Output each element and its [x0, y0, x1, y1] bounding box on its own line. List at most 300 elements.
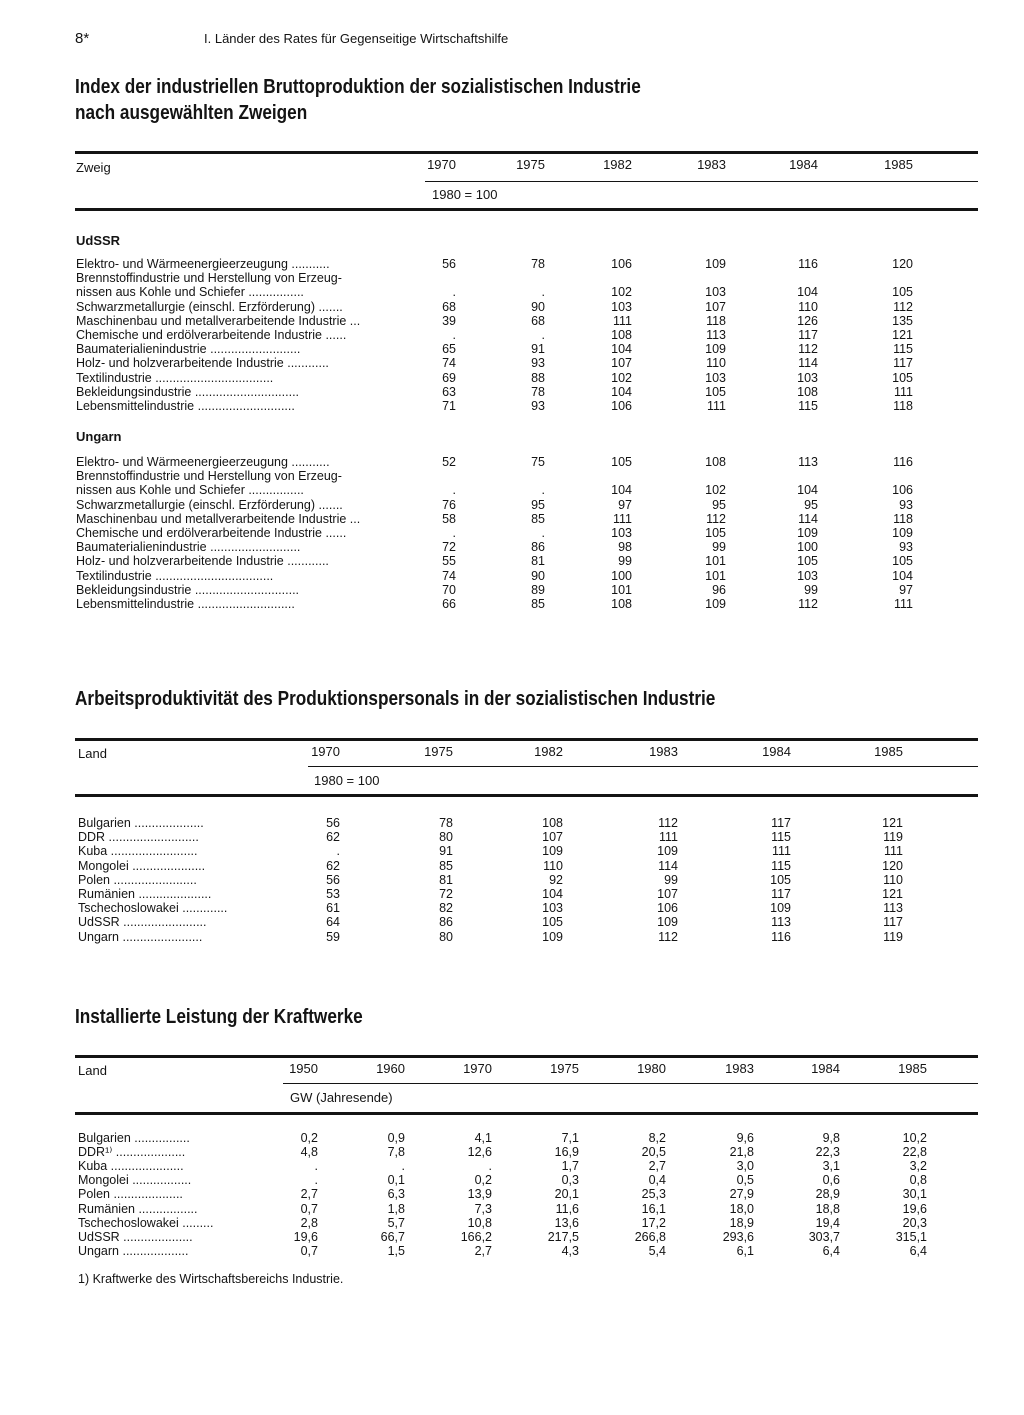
- table1-cell: 68: [442, 299, 456, 314]
- table2-cell: 81: [439, 872, 453, 887]
- table1-cell: 66: [442, 597, 456, 611]
- table3-cell: 217,5: [547, 1229, 579, 1244]
- table1-cell: 102: [611, 370, 632, 385]
- table1-column-label: Zweig: [76, 160, 111, 175]
- table1-cell: 63: [442, 384, 456, 399]
- table3-cell: 18,9: [729, 1215, 754, 1230]
- table1-cell: 58: [442, 511, 456, 526]
- table2-cell: 119: [883, 929, 903, 944]
- table1-cell: 96: [712, 582, 726, 597]
- table2-cell: 106: [657, 901, 678, 916]
- table1-row-label: Elektro- und Wärmeenergieerzeugung ...........: [76, 455, 330, 469]
- table2-year-header: 1983: [649, 744, 678, 759]
- table1-cell: 100: [611, 568, 632, 583]
- table1-cell: 93: [531, 356, 545, 371]
- table3-cell: 6,1: [736, 1243, 754, 1258]
- table3-cell: 13,9: [467, 1187, 492, 1202]
- table3-cell: 166,2: [460, 1229, 492, 1244]
- table1-cell: 88: [531, 370, 545, 385]
- table1-year-header: 1984: [789, 157, 818, 172]
- table1-cell: .: [452, 526, 456, 540]
- table2-row-label: Bulgarien ....................: [78, 816, 204, 830]
- table3-cell: 21,8: [729, 1145, 754, 1160]
- table1-cell: 95: [531, 497, 545, 512]
- table3-cell: 66,7: [380, 1229, 405, 1244]
- table3-cell: 4,3: [561, 1243, 579, 1258]
- table3-row-label: Tschechoslowakei .........: [78, 1215, 214, 1230]
- table1-row-label: Lebensmittelindustrie ............................: [76, 399, 295, 413]
- table2-cell: 112: [658, 816, 678, 830]
- table3-cell: 0,2: [474, 1173, 492, 1188]
- table3-cell: 2,8: [300, 1215, 318, 1230]
- table1-cell: 85: [531, 597, 545, 611]
- table1-cell: 105: [611, 455, 632, 469]
- table1-cell: 97: [618, 497, 632, 512]
- table2-row-label: Ungarn .......................: [78, 929, 203, 944]
- table2-cell: 56: [326, 872, 340, 887]
- table1-top-rule: [75, 151, 978, 154]
- table3-cell: 18,0: [729, 1201, 754, 1216]
- table2-cell: 80: [439, 929, 453, 944]
- table3-row-label: Rumänien .................: [78, 1201, 198, 1216]
- table1-cell: 118: [706, 313, 726, 328]
- table1-cell: 52: [442, 455, 456, 469]
- page-header: [0, 30, 1024, 52]
- table3-cell: 18,8: [815, 1201, 840, 1216]
- table3-row-label: Bulgarien ................: [78, 1131, 190, 1145]
- table1-cell: 99: [712, 540, 726, 555]
- table3-cell: 2,7: [474, 1243, 492, 1258]
- running-title: I. Länder des Rates für Gegenseitige Wirtschaftshilfe: [204, 31, 509, 46]
- table2-cell: 61: [326, 901, 340, 916]
- table2-cell: 110: [883, 872, 903, 887]
- table1-cell: 98: [618, 540, 632, 555]
- table1-cell: 109: [892, 526, 913, 540]
- table1-row-label: Schwarzmetallurgie (einschl. Erzförderung) .......: [76, 299, 343, 314]
- table3-year-header: 1970: [463, 1061, 492, 1076]
- table3-cell: 25,3: [641, 1187, 666, 1202]
- table3-cell: 0,7: [300, 1201, 318, 1216]
- table1-cell: 108: [611, 328, 632, 342]
- table3-cell: 20,3: [902, 1215, 927, 1230]
- table3-cell: 3,2: [909, 1159, 927, 1174]
- table1-row-label: Elektro- und Wärmeenergieerzeugung ...........: [76, 257, 330, 271]
- table1-cell: 74: [442, 568, 456, 583]
- table1-cell: 68: [531, 313, 545, 328]
- table2-cell: 105: [770, 872, 791, 887]
- table1-cell: 105: [797, 554, 818, 569]
- table1-cell: 55: [442, 554, 456, 569]
- table1-cell: 106: [611, 399, 632, 413]
- table3-cell: 315,1: [895, 1229, 927, 1244]
- table1-cell: 105: [892, 285, 913, 300]
- table1-cell: 117: [893, 356, 913, 371]
- table3-cell: 13,6: [554, 1215, 579, 1230]
- table3-cell: 9,6: [736, 1131, 754, 1145]
- table1-cell: 105: [892, 370, 913, 385]
- table1-cell: 86: [531, 540, 545, 555]
- table1-row-label: Bekleidungsindustrie ..............................: [76, 384, 300, 399]
- table3-year-header: 1975: [550, 1061, 579, 1076]
- table3-cell: 6,4: [909, 1243, 927, 1258]
- table1-cell: 107: [705, 299, 726, 314]
- table1-cell: 39: [442, 313, 456, 328]
- table1-cell: 89: [531, 582, 545, 597]
- table3-cell: 17,2: [641, 1215, 666, 1230]
- table2-cell: 72: [439, 887, 453, 901]
- table2-cell: 117: [883, 915, 903, 930]
- table1-cell: 103: [611, 526, 632, 540]
- table2-cell: 119: [883, 830, 903, 845]
- table1-cell: 93: [899, 540, 913, 555]
- table2-header-rule: [75, 794, 978, 797]
- table1-year-header: 1975: [516, 157, 545, 172]
- table1-header-rule: [75, 208, 978, 211]
- table2-cell: 117: [771, 816, 791, 830]
- table2-cell: 104: [542, 887, 563, 901]
- table1-year-header: 1970: [427, 157, 456, 172]
- table1-cell: 120: [892, 257, 913, 271]
- table1-title-line1: Index der industriellen Bruttoproduktion der sozialistischen Industrie: [75, 76, 641, 98]
- table1-row-label: Chemische und erdölverarbeitende Industrie ......: [76, 328, 347, 342]
- table2-cell: 108: [542, 816, 563, 830]
- table3-cell: 20,5: [641, 1145, 666, 1160]
- table3-row-label: UdSSR ....................: [78, 1229, 193, 1244]
- table1-cell: 118: [893, 511, 913, 526]
- table1-row-label: Schwarzmetallurgie (einschl. Erzförderung) .......: [76, 497, 343, 512]
- table3-cell: 6,4: [822, 1243, 840, 1258]
- table3-year-header: 1983: [725, 1061, 754, 1076]
- table3-row-label: Polen ....................: [78, 1187, 183, 1202]
- table1-section-name: Ungarn: [76, 429, 122, 444]
- table3-cell: 22,8: [902, 1145, 927, 1160]
- table1-cell: 104: [611, 342, 632, 357]
- table3-cell: 2,7: [648, 1159, 666, 1174]
- table3-cell: 7,8: [387, 1145, 405, 1160]
- table2-cell: 59: [326, 929, 340, 944]
- table3-cell: 28,9: [815, 1187, 840, 1202]
- table3-row-label: Kuba .....................: [78, 1159, 184, 1174]
- table2-base-note: 1980 = 100: [314, 773, 380, 788]
- table1-row-label: Brennstoffindustrie und Herstellung von Erzeug-: [76, 271, 342, 286]
- table1-cell: 111: [893, 384, 913, 399]
- table3-year-rule: [283, 1083, 978, 1084]
- table3-cell: 20,1: [554, 1187, 579, 1202]
- table2-cell: 120: [882, 858, 903, 873]
- table3-cell: 7,3: [474, 1201, 492, 1216]
- table1-cell: 118: [893, 399, 913, 413]
- table3-cell: 4,1: [474, 1131, 492, 1145]
- table2-cell: 99: [664, 872, 678, 887]
- table1-year-header: 1985: [884, 157, 913, 172]
- table1-cell: 108: [611, 597, 632, 611]
- table2-cell: 111: [658, 830, 678, 845]
- table2-row-label: Mongolei .....................: [78, 858, 206, 873]
- table1-cell: 108: [705, 455, 726, 469]
- table1-cell: 106: [611, 257, 632, 271]
- table2-year-rule: [308, 766, 978, 767]
- table1-cell: 103: [797, 568, 818, 583]
- table1-cell: 69: [442, 370, 456, 385]
- table2-cell: .: [336, 844, 340, 859]
- table3-cell: 12,6: [467, 1145, 492, 1160]
- table1-cell: 56: [442, 257, 456, 271]
- table2-cell: 114: [658, 858, 678, 873]
- table2-cell: 64: [326, 915, 340, 930]
- table1-cell: 104: [797, 483, 818, 498]
- table1-cell: 109: [705, 257, 726, 271]
- table3-cell: 6,3: [387, 1187, 405, 1202]
- table2-row-label: Kuba .........................: [78, 844, 198, 859]
- table1-title-line2: nach ausgewählten Zweigen: [75, 102, 308, 124]
- table1-cell: 114: [798, 511, 818, 526]
- table1-cell: 113: [706, 328, 726, 342]
- table3-cell: 0,1: [387, 1173, 405, 1188]
- table1-row-label: Brennstoffindustrie und Herstellung von Erzeug-: [76, 469, 342, 484]
- table1-row-label: nissen aus Kohle und Schiefer ................: [76, 285, 304, 300]
- table2-cell: 115: [771, 830, 791, 845]
- table3-cell: 293,6: [722, 1229, 754, 1244]
- table1-cell: 117: [798, 328, 818, 342]
- table3-cell: 22,3: [815, 1145, 840, 1160]
- table1-cell: 112: [893, 299, 913, 314]
- table1-cell: 112: [798, 342, 818, 357]
- table2-cell: 92: [549, 872, 563, 887]
- table1-year-header: 1982: [603, 157, 632, 172]
- table1-row-label: Baumaterialienindustrie ..........................: [76, 342, 301, 357]
- table1-cell: .: [541, 328, 545, 342]
- table1-cell: 104: [611, 483, 632, 498]
- table3-cell: 1,8: [387, 1201, 405, 1216]
- table1-cell: 108: [797, 384, 818, 399]
- table3-year-header: 1984: [811, 1061, 840, 1076]
- table3-cell: 303,7: [808, 1229, 840, 1244]
- table1-cell: 112: [798, 597, 818, 611]
- table2-row-label: UdSSR ........................: [78, 915, 207, 930]
- table1-cell: 103: [705, 285, 726, 300]
- table1-cell: 110: [706, 356, 726, 371]
- table3-cell: 3,1: [822, 1159, 840, 1174]
- table1-base-note: 1980 = 100: [432, 187, 498, 202]
- table1-cell: 135: [892, 313, 913, 328]
- table3-cell: 19,6: [902, 1201, 927, 1216]
- table1-cell: 104: [611, 384, 632, 399]
- table1-year-header: 1983: [697, 157, 726, 172]
- table1-cell: 113: [798, 455, 818, 469]
- table1-cell: 103: [705, 370, 726, 385]
- table3-row-label: DDR¹⁾ ....................: [78, 1145, 186, 1160]
- table2-cell: 80: [439, 830, 453, 845]
- table3-unit-note: GW (Jahresende): [290, 1090, 393, 1105]
- table2-cell: 109: [657, 844, 678, 859]
- table2-year-header: 1982: [534, 744, 563, 759]
- table3-cell: 0,7: [300, 1243, 318, 1258]
- table1-section-name: UdSSR: [76, 233, 121, 248]
- table1-cell: 95: [804, 497, 818, 512]
- table1-cell: .: [452, 483, 456, 498]
- table2-row-label: Tschechoslowakei .............: [78, 901, 228, 916]
- table3-cell: 0,3: [561, 1173, 579, 1188]
- table2-column-label: Land: [78, 746, 107, 761]
- table2-row-label: DDR ..........................: [78, 830, 199, 845]
- table1-cell: 95: [712, 497, 726, 512]
- table3-year-header: 1950: [289, 1061, 318, 1076]
- table1-row-label: nissen aus Kohle und Schiefer ................: [76, 483, 304, 498]
- table1-cell: .: [541, 526, 545, 540]
- table1-cell: 103: [611, 299, 632, 314]
- table1-cell: 107: [611, 356, 632, 371]
- table1-row-label: Lebensmittelindustrie ............................: [76, 597, 295, 611]
- table1-cell: 102: [611, 285, 632, 300]
- table1-cell: 91: [531, 342, 545, 357]
- table2-top-rule: [75, 738, 978, 741]
- table2-cell: 105: [542, 915, 563, 930]
- table1-row-label: Holz- und holzverarbeitende Industrie ............: [76, 554, 329, 569]
- table2-cell: 109: [542, 844, 563, 859]
- table1-cell: .: [541, 285, 545, 300]
- table1-cell: 116: [798, 257, 818, 271]
- table2-cell: 109: [770, 901, 791, 916]
- table2-cell: 82: [439, 901, 453, 916]
- table3-cell: 27,9: [729, 1187, 754, 1202]
- table2-year-header: 1985: [874, 744, 903, 759]
- table3-cell: 16,9: [554, 1145, 579, 1160]
- table1-cell: 85: [531, 511, 545, 526]
- table2-cell: 113: [883, 901, 903, 916]
- table3-cell: 7,1: [561, 1131, 579, 1145]
- table1-cell: .: [452, 328, 456, 342]
- table3-cell: 1,5: [387, 1243, 405, 1258]
- table1-cell: 93: [899, 497, 913, 512]
- table3-year-header: 1980: [637, 1061, 666, 1076]
- table1-cell: 104: [892, 568, 913, 583]
- table1-cell: 116: [893, 455, 913, 469]
- table1-year-rule: [425, 181, 978, 182]
- table2-cell: 91: [439, 844, 453, 859]
- table2-cell: 115: [771, 858, 791, 873]
- table2-cell: 109: [657, 915, 678, 930]
- table1-cell: 105: [705, 384, 726, 399]
- table1-row-label: Bekleidungsindustrie ..............................: [76, 582, 300, 597]
- table1-cell: 78: [531, 384, 545, 399]
- table2-cell: 111: [771, 844, 791, 859]
- table3-cell: 0,5: [736, 1173, 754, 1188]
- table3-cell: 0,2: [300, 1131, 318, 1145]
- table3-cell: 0,6: [822, 1173, 840, 1188]
- table2-cell: 107: [542, 830, 563, 845]
- table1-cell: 97: [899, 582, 913, 597]
- table3-cell: 10,2: [902, 1131, 927, 1145]
- table1-cell: 99: [618, 554, 632, 569]
- table3-header-rule: [75, 1112, 978, 1115]
- page-number: 8*: [75, 30, 90, 47]
- table2-row-label: Rumänien .....................: [78, 887, 212, 901]
- table3-cell: 30,1: [902, 1187, 927, 1202]
- table1-cell: 109: [705, 597, 726, 611]
- table1-cell: 112: [706, 511, 726, 526]
- table1-cell: 111: [612, 511, 632, 526]
- table1-cell: 101: [705, 554, 726, 569]
- table1-cell: 81: [531, 554, 545, 569]
- table1-cell: 111: [893, 597, 913, 611]
- table1-cell: 103: [797, 370, 818, 385]
- table1-cell: 102: [705, 483, 726, 498]
- table3-cell: 16,1: [641, 1201, 666, 1216]
- table3-cell: 3,0: [736, 1159, 754, 1174]
- table3-cell: .: [314, 1159, 318, 1174]
- table1-cell: 111: [706, 399, 726, 413]
- table1-cell: .: [541, 483, 545, 498]
- table3-top-rule: [75, 1055, 978, 1058]
- table1-cell: 99: [804, 582, 818, 597]
- table1-cell: 105: [705, 526, 726, 540]
- table1-cell: 105: [892, 554, 913, 569]
- table2-cell: 86: [439, 915, 453, 930]
- table3-cell: 5,4: [648, 1243, 666, 1258]
- table2-cell: 121: [882, 887, 903, 901]
- table1-cell: 104: [797, 285, 818, 300]
- table2-cell: 62: [326, 858, 340, 873]
- table2-cell: 56: [326, 816, 340, 830]
- table1-cell: 109: [797, 526, 818, 540]
- table1-cell: 71: [442, 399, 456, 413]
- table1-cell: 115: [893, 342, 913, 357]
- table2-cell: 116: [771, 929, 791, 944]
- table2-cell: 112: [658, 929, 678, 944]
- table1-cell: 121: [892, 328, 913, 342]
- table3-year-header: 1960: [376, 1061, 405, 1076]
- table1-row-label: Holz- und holzverarbeitende Industrie ............: [76, 356, 329, 371]
- table3-year-header: 1985: [898, 1061, 927, 1076]
- table1-cell: .: [452, 285, 456, 300]
- table3-cell: 8,2: [648, 1131, 666, 1145]
- table2-cell: 113: [771, 915, 791, 930]
- table1-cell: 101: [611, 582, 632, 597]
- table1-cell: 111: [612, 313, 632, 328]
- table1-cell: 90: [531, 299, 545, 314]
- table2-cell: 121: [882, 816, 903, 830]
- table1-cell: 90: [531, 568, 545, 583]
- table1-cell: 76: [442, 497, 456, 512]
- table1-cell: 74: [442, 356, 456, 371]
- table3-cell: 11,6: [555, 1201, 579, 1216]
- table2-cell: 117: [771, 887, 791, 901]
- table3-footnote: 1) Kraftwerke des Wirtschaftsbereichs Industrie.: [78, 1272, 344, 1286]
- table3-cell: 9,8: [822, 1131, 840, 1145]
- table3-cell: 10,8: [467, 1215, 492, 1230]
- table2-cell: 103: [542, 901, 563, 916]
- table3-cell: 5,7: [387, 1215, 405, 1230]
- table3-row-label: Ungarn ...................: [78, 1243, 189, 1258]
- table1-cell: 106: [892, 483, 913, 498]
- table1-cell: 100: [797, 540, 818, 555]
- table1-cell: 70: [442, 582, 456, 597]
- table3-cell: 19,4: [815, 1215, 840, 1230]
- table3-cell: 2,7: [300, 1187, 318, 1202]
- table1-cell: 101: [705, 568, 726, 583]
- table3-cell: 4,8: [300, 1145, 318, 1160]
- table1-cell: 114: [798, 356, 818, 371]
- table2-year-header: 1970: [311, 744, 340, 759]
- table2-cell: 62: [326, 830, 340, 845]
- table3-cell: .: [314, 1173, 318, 1188]
- table2-year-header: 1975: [424, 744, 453, 759]
- table3-cell: 266,8: [634, 1229, 666, 1244]
- table1-cell: 65: [442, 342, 456, 357]
- table3-cell: 0,4: [648, 1173, 666, 1188]
- table2-cell: 85: [439, 858, 453, 873]
- table1-row-label: Textilindustrie ..................................: [76, 370, 274, 385]
